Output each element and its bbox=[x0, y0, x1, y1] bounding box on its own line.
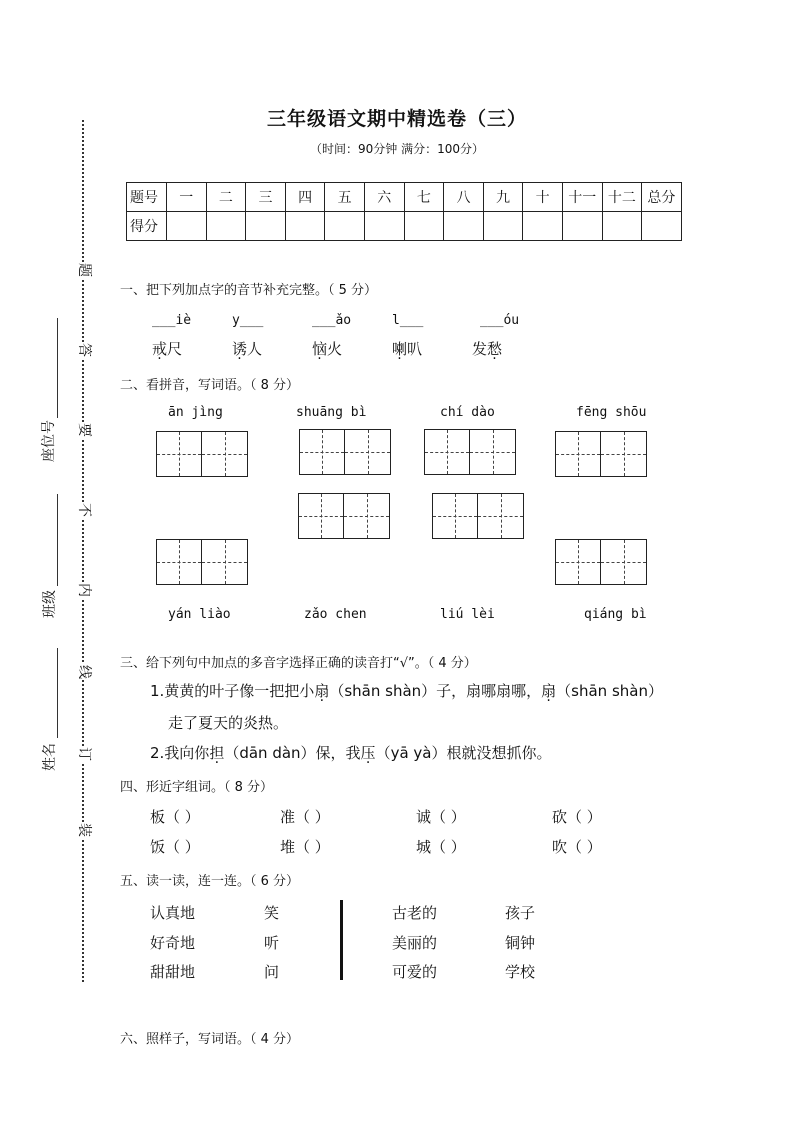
s1-word bbox=[472, 338, 502, 359]
match-divider bbox=[340, 900, 343, 980]
seat-number-label: 座位号 bbox=[41, 420, 57, 462]
text: （yā yà）根就没想抓你。 bbox=[375, 744, 552, 762]
pinyin-prompt: qiáng bì bbox=[584, 607, 647, 622]
score-cell[interactable] bbox=[483, 212, 523, 241]
writing-grid[interactable] bbox=[156, 431, 248, 477]
pinyin-prompt: shuāng bì bbox=[296, 405, 367, 420]
pinyin-prompt: chí dào bbox=[440, 405, 495, 420]
exam-info: （时间：90分钟 满分：100分） bbox=[310, 142, 484, 156]
text: 2.我向你 bbox=[150, 744, 210, 762]
class-label: 班级 bbox=[42, 590, 58, 618]
word-group-item[interactable]: 堆（ ） bbox=[280, 838, 330, 856]
score-cell[interactable] bbox=[404, 212, 444, 241]
match-item[interactable]: 认真地 bbox=[150, 904, 196, 922]
binding-char: 要 bbox=[76, 423, 92, 437]
pinyin-prompt: yán liào bbox=[168, 607, 231, 622]
dotted-char: 扇 bbox=[314, 682, 330, 700]
match-item[interactable]: 古老的 bbox=[392, 904, 438, 922]
word-group-item[interactable]: 砍（ ） bbox=[552, 808, 602, 826]
writing-grid[interactable] bbox=[424, 429, 516, 475]
score-table-header-cell: 一 bbox=[167, 183, 207, 212]
writing-grid[interactable] bbox=[432, 493, 524, 539]
pinyin-prompt: fēng shōu bbox=[576, 405, 647, 420]
score-table-header-cell: 八 bbox=[444, 183, 484, 212]
s1-word bbox=[312, 338, 342, 359]
pinyin-blank[interactable]: ___ǎo bbox=[312, 313, 352, 328]
match-item[interactable]: 美丽的 bbox=[392, 934, 438, 952]
score-cell[interactable] bbox=[642, 212, 682, 241]
score-table-header-cell: 总分 bbox=[642, 183, 682, 212]
score-cell[interactable] bbox=[285, 212, 325, 241]
section-3-title: 三、给下列句中加点的多音字选择正确的读音打“√”。（ 4 分） bbox=[120, 656, 477, 671]
pinyin-prompt: liú lèi bbox=[440, 607, 495, 622]
dotted-char: 扇 bbox=[541, 682, 557, 700]
score-table-header-cell: 十二 bbox=[602, 183, 642, 212]
word-group-item[interactable]: 饭（ ） bbox=[150, 838, 200, 856]
section-2-title: 二、看拼音，写词语。（ 8 分） bbox=[120, 378, 300, 393]
page-title: 三年级语文期中精选卷（三） bbox=[266, 108, 527, 130]
score-table bbox=[126, 182, 682, 241]
binding-char: 线 bbox=[76, 665, 92, 679]
binding-char: 订 bbox=[76, 747, 92, 761]
text: （dān dàn）保，我 bbox=[224, 744, 361, 762]
dotted-char: 诱 bbox=[232, 340, 248, 358]
match-item[interactable]: 笑 bbox=[264, 904, 280, 922]
pinyin-blank[interactable]: ___óu bbox=[480, 313, 520, 328]
binding-char: 答 bbox=[76, 343, 92, 357]
binding-char: 装 bbox=[76, 823, 92, 837]
s3-sentence-1-cont: 走了夏天的炎热。 bbox=[168, 714, 289, 732]
score-cell[interactable] bbox=[364, 212, 404, 241]
score-table-header-row bbox=[127, 183, 682, 212]
dotted-char: 压 bbox=[360, 744, 376, 762]
seat-number-line bbox=[57, 318, 58, 418]
pinyin-blank[interactable]: l___ bbox=[392, 313, 424, 328]
writing-grid[interactable] bbox=[555, 539, 647, 585]
section-4-title: 四、形近字组词。（ 8 分） bbox=[120, 780, 274, 795]
binding-char: 内 bbox=[76, 583, 92, 597]
dotted-char: 愁 bbox=[487, 340, 503, 358]
score-cell[interactable] bbox=[167, 212, 207, 241]
binding-char: 题 bbox=[76, 263, 92, 277]
score-table-header-cell: 二 bbox=[206, 183, 246, 212]
text: 1.黄黄的叶子像一把把小 bbox=[150, 682, 315, 700]
word-rest: 尺 bbox=[167, 340, 183, 358]
writing-grid[interactable] bbox=[299, 429, 391, 475]
score-table-header-cell: 十 bbox=[523, 183, 563, 212]
score-cell[interactable] bbox=[562, 212, 602, 241]
score-cell[interactable] bbox=[444, 212, 484, 241]
s1-word bbox=[392, 338, 422, 359]
match-item[interactable]: 甜甜地 bbox=[150, 963, 196, 981]
score-table-header-cell: 九 bbox=[483, 183, 523, 212]
dotted-char: 戒 bbox=[152, 340, 168, 358]
text: （shān shàn）子，扇哪扇哪， bbox=[329, 682, 542, 700]
score-cell[interactable] bbox=[325, 212, 365, 241]
match-item[interactable]: 可爱的 bbox=[392, 963, 438, 981]
score-table-header-cell: 十一 bbox=[562, 183, 602, 212]
score-cell[interactable] bbox=[246, 212, 286, 241]
word-group-item[interactable]: 准（ ） bbox=[280, 808, 330, 826]
writing-grid[interactable] bbox=[156, 539, 248, 585]
name-label: 姓名 bbox=[42, 743, 58, 771]
word-rest: 发 bbox=[472, 340, 488, 358]
score-table-header-cell: 五 bbox=[325, 183, 365, 212]
word-group-item[interactable]: 城（ ） bbox=[416, 838, 466, 856]
binding-dotted-line bbox=[82, 120, 84, 982]
word-rest: 火 bbox=[327, 340, 343, 358]
match-item[interactable]: 孩子 bbox=[505, 904, 536, 922]
pinyin-blank[interactable]: ___iè bbox=[152, 313, 192, 328]
writing-grid[interactable] bbox=[298, 493, 390, 539]
word-group-item[interactable]: 吹（ ） bbox=[552, 838, 602, 856]
match-item[interactable]: 好奇地 bbox=[150, 934, 196, 952]
section-5-title: 五、读一读，连一连。（ 6 分） bbox=[120, 874, 300, 889]
writing-grid[interactable] bbox=[555, 431, 647, 477]
pinyin-prompt: ān jìng bbox=[168, 405, 223, 420]
word-group-item[interactable]: 诚（ ） bbox=[416, 808, 466, 826]
match-item[interactable]: 铜钟 bbox=[505, 934, 536, 952]
s1-word bbox=[152, 338, 182, 359]
score-table-header-cell: 六 bbox=[364, 183, 404, 212]
text: （shān shàn） bbox=[556, 682, 663, 700]
score-cell[interactable] bbox=[602, 212, 642, 241]
binding-char: 不 bbox=[76, 503, 92, 517]
section-1-title: 一、把下列加点字的音节补充完整。（ 5 分） bbox=[120, 283, 378, 298]
score-table-header-cell: 三 bbox=[246, 183, 286, 212]
match-item[interactable]: 问 bbox=[264, 963, 280, 981]
word-rest: 人 bbox=[247, 340, 263, 358]
match-item[interactable]: 听 bbox=[264, 934, 280, 952]
dotted-char: 喇 bbox=[392, 340, 408, 358]
word-group-item[interactable]: 板（ ） bbox=[150, 808, 200, 826]
name-line bbox=[57, 648, 58, 738]
s1-word bbox=[232, 338, 262, 359]
match-item[interactable]: 学校 bbox=[505, 963, 536, 981]
s3-sentence-2 bbox=[150, 742, 551, 763]
score-cell[interactable] bbox=[206, 212, 246, 241]
score-table-score-row bbox=[127, 212, 682, 241]
dotted-char: 担 bbox=[209, 744, 225, 762]
s3-sentence-1 bbox=[150, 680, 663, 701]
pinyin-blank[interactable]: y___ bbox=[232, 313, 264, 328]
class-line bbox=[57, 494, 58, 586]
score-cell[interactable] bbox=[523, 212, 563, 241]
section-6-title: 六、照样子，写词语。（ 4 分） bbox=[120, 1032, 300, 1047]
word-rest: 叭 bbox=[407, 340, 423, 358]
score-table-header-cell: 题号 bbox=[127, 183, 167, 212]
dotted-char: 恼 bbox=[312, 340, 328, 358]
score-table-header-cell: 七 bbox=[404, 183, 444, 212]
score-table-header-cell: 四 bbox=[285, 183, 325, 212]
score-row-label: 得分 bbox=[127, 212, 167, 241]
pinyin-prompt: zǎo chen bbox=[304, 607, 367, 622]
